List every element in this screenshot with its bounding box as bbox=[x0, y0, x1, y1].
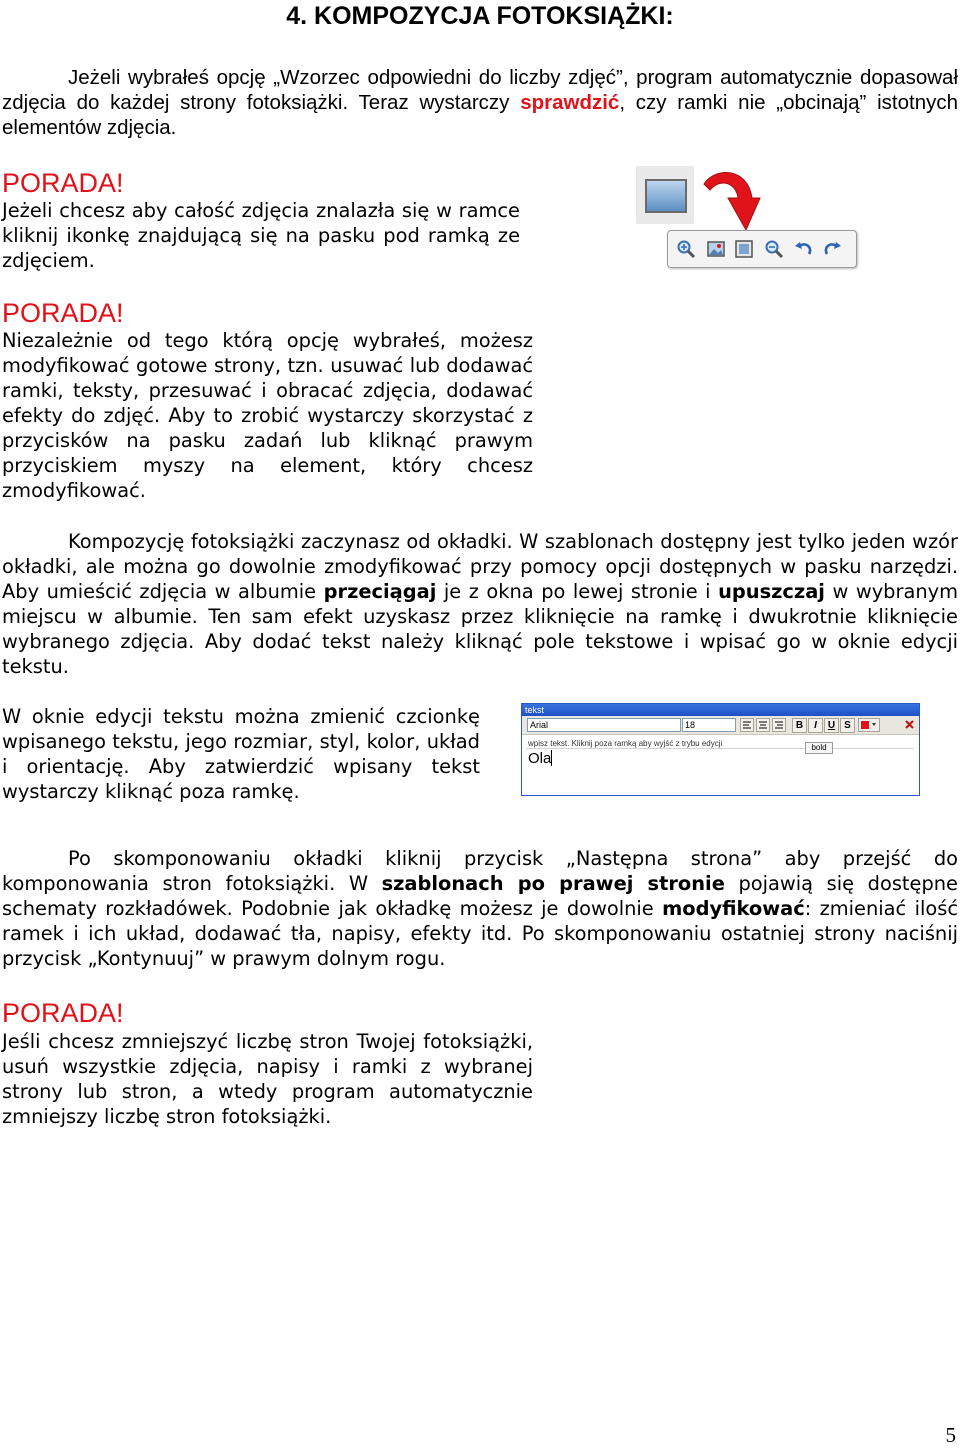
zoom-out-icon[interactable] bbox=[764, 239, 784, 259]
font-select[interactable]: Arial bbox=[527, 718, 681, 732]
pages-bold-modify: modyfikować bbox=[662, 897, 805, 920]
close-icon[interactable] bbox=[903, 718, 916, 731]
bold-button[interactable]: B bbox=[792, 718, 807, 733]
fit-image-icon[interactable] bbox=[706, 239, 726, 259]
frame-toolbar-illustration bbox=[634, 162, 864, 274]
font-size-select[interactable]: 18 bbox=[682, 718, 736, 732]
underline-button[interactable]: U bbox=[824, 718, 839, 733]
frame-toolbar bbox=[667, 230, 857, 268]
italic-button[interactable]: I bbox=[808, 718, 823, 733]
typed-text[interactable] bbox=[528, 750, 552, 767]
rotate-right-icon[interactable] bbox=[822, 239, 842, 259]
intro-paragraph bbox=[2, 65, 958, 140]
tip3-text: Jeśli chcesz zmniejszyć liczbę stron Twojej fotoksiążki, usuń wszystkie zdjęcia, napisy i ramki z wybranej strony lub stron, a wtedy program automatycznie zmniejszy liczbę stron fotoksiążki. bbox=[2, 1030, 533, 1128]
text-edit-window bbox=[521, 703, 920, 796]
cover-bold-drop: upuszczaj bbox=[718, 580, 825, 603]
tip2-text: Niezależnie od tego którą opcję wybrałeś, możesz modyfikować gotowe strony, tzn. usuwać lub dodawać ramki, teksty, przesuwać i obracać zdjęcia, dodawać efekty do zdjęć. Aby to zrobić wystarczy skorzystać z przycisków na pasku zadań lub kliknąć prawym przyciskiem myszy na element, który chcesz zmodyfikować. bbox=[2, 329, 533, 502]
shadow-button[interactable]: S bbox=[840, 718, 855, 733]
align-center-icon[interactable] bbox=[756, 718, 770, 732]
align-right-icon[interactable] bbox=[772, 718, 786, 732]
style-tag: bold bbox=[805, 742, 833, 754]
editor-note: W oknie edycji tekstu można zmienić czcionkę wpisanego tekstu, jego rozmiar, styl, kolor, układ i orientację. Aby zatwierdzić wpisany tekst wystarczy kliknąć poza ramkę. bbox=[2, 705, 480, 803]
pages-part2: pojawią się dostępne schematy rozkładówek. Podobnie jak okładkę możesz je dowolnie bbox=[2, 872, 958, 920]
intro-highlight: sprawdzić bbox=[520, 91, 620, 114]
text-edit-area[interactable] bbox=[526, 748, 914, 793]
text-edit-title: tekst bbox=[522, 704, 919, 716]
pages-part3: : zmieniać ilość ramek i ich układ, dodawać tła, napisy, efekty itd. Po skomponowaniu ostatniej strony naciśnij przycisk „Kontynuuj” w prawym dolnym rogu. bbox=[2, 897, 958, 970]
page-number: 5 bbox=[945, 1423, 956, 1447]
text-edit-toolbar bbox=[522, 716, 919, 735]
intro-part1: Jeżeli wybrałeś opcję „Wzorzec odpowiedni do liczby zdjęć”, program automatycznie dopasował zdjęcia do każdej strony fotoksiążki. Teraz wystarczy bbox=[2, 66, 958, 114]
pages-part1: Po skomponowaniu okładki kliknij przycisk „Następna strona” aby przejść do komponowania stron fotoksiążki. W bbox=[2, 847, 958, 895]
tip2-label: PORADA! bbox=[2, 298, 124, 328]
pages-paragraph bbox=[2, 846, 958, 971]
tip1-label: PORADA! bbox=[2, 168, 124, 198]
intro-part2: , czy ramki nie „obcinają” istotnych elementów zdjęcia. bbox=[2, 91, 958, 139]
cover-part3: w wybranym miejscu w albumie. Ten sam efekt uzyskasz przez kliknięcie na ramkę i dwukrotnie kliknięcie wybranego zdjęcia. Aby dodać tekst należy kliknąć pole tekstowe i wpisać go w oknie edycji tekstu. bbox=[2, 580, 958, 678]
text-caret bbox=[551, 750, 552, 766]
typed-text-value: Ola bbox=[528, 750, 552, 767]
fit-photo-icon bbox=[636, 166, 694, 224]
text-edit-hint: wpisz tekst. Kliknij poza ramką aby wyjść z trybu edycji bbox=[528, 739, 723, 748]
pages-bold-templates: szablonach po prawej stronie bbox=[381, 872, 725, 895]
curved-arrow-icon bbox=[696, 164, 762, 236]
cover-part1: Kompozycję fotoksiążki zaczynasz od okładki. W szablonach dostępny jest tylko jeden wzór okładki, ale można go dowolnie zmodyfikować przy pomocy opcji dostępnych w pasku narzędzi. Aby umieścić zdjęcia w albumie bbox=[2, 530, 958, 603]
fill-frame-icon[interactable] bbox=[734, 239, 754, 259]
zoom-in-icon[interactable] bbox=[676, 239, 696, 259]
tip3-label: PORADA! bbox=[2, 998, 124, 1028]
rotate-left-icon[interactable] bbox=[794, 239, 814, 259]
color-picker-icon[interactable] bbox=[858, 718, 880, 732]
tip1-text: Jeżeli chcesz aby całość zdjęcia znalazła się w ramce kliknij ikonkę znajdującą się na pasku pod ramką ze zdjęciem. bbox=[2, 199, 520, 272]
align-left-icon[interactable] bbox=[740, 718, 754, 732]
cover-bold-drag: przeciągaj bbox=[323, 580, 437, 603]
cover-part2: je z okna po lewej stronie i bbox=[436, 580, 719, 603]
cover-paragraph bbox=[2, 529, 958, 679]
section-heading: 4. KOMPOZYCJA FOTOKSIĄŻKI: bbox=[286, 2, 674, 30]
